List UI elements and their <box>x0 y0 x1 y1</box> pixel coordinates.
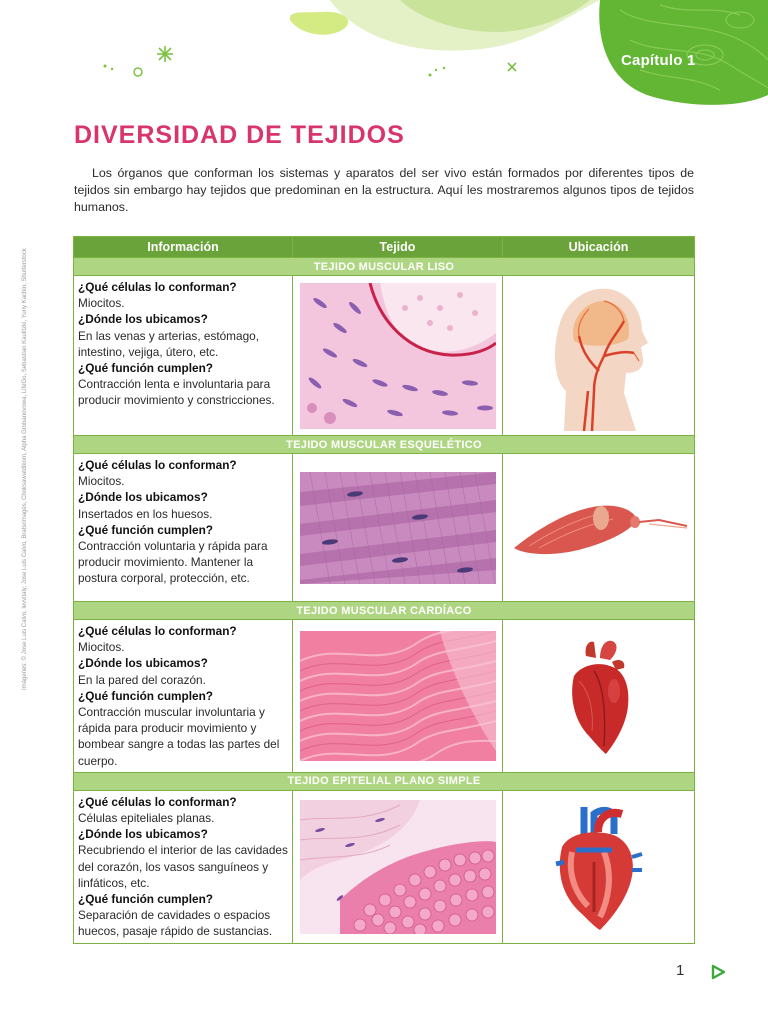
table-header-row <box>74 237 695 258</box>
section-header-row <box>74 258 695 276</box>
answer: Contracción lenta e involuntaria para producir movimiento y constricciones. <box>78 377 275 408</box>
answer: En la pared del corazón. <box>78 672 206 687</box>
answer: Células epiteliales planas. <box>78 811 215 826</box>
smooth-muscle-histology-icon <box>300 283 496 429</box>
chapter-label: Capítulo 1 <box>621 52 696 69</box>
location-image-cell <box>503 620 695 773</box>
heart-icon <box>564 636 634 756</box>
location-image-cell <box>503 454 695 602</box>
header-decoration <box>0 0 768 110</box>
tissue-image-cell <box>293 454 503 602</box>
section-title: TEJIDO MUSCULAR LISO <box>74 258 695 276</box>
answer: En las venas y arterias, estómago, intestino, vejiga, útero, etc. <box>78 328 259 359</box>
muscle-bundle-icon <box>509 498 689 558</box>
tissue-image-cell <box>293 276 503 436</box>
question: ¿Qué células lo conforman? <box>78 280 237 294</box>
answer: Recubriendo el interior de las cavidades del corazón, los vasos sanguíneos y linfáticos, etc. <box>78 843 288 890</box>
answer: Insertados en los huesos. <box>78 506 213 521</box>
answer: Separación de cavidades o espacios huecos, pasaje rápido de sustancias. <box>78 908 273 939</box>
answer: Miocitos. <box>78 474 125 489</box>
info-cell <box>74 454 293 602</box>
cardiac-muscle-histology-icon <box>300 631 496 761</box>
answer: Contracción voluntaria y rápida para producir movimiento. Mantener la postura corporal, protección, etc. <box>78 539 268 586</box>
page-title: DIVERSIDAD DE TEJIDOS <box>74 121 405 149</box>
answer: Miocitos. <box>78 296 125 311</box>
section-title: TEJIDO MUSCULAR CARDÍACO <box>74 602 695 620</box>
info-cell <box>74 276 293 436</box>
section-header-row <box>74 436 695 454</box>
question: ¿Qué células lo conforman? <box>78 624 237 638</box>
answer: Miocitos. <box>78 640 125 655</box>
location-image-cell <box>503 276 695 436</box>
section-title: TEJIDO EPITELIAL PLANO SIMPLE <box>74 772 695 790</box>
table-row <box>74 276 695 436</box>
table-row <box>74 620 695 773</box>
table-row <box>74 454 695 602</box>
page-number: 1 <box>676 962 685 979</box>
section-title: TEJIDO MUSCULAR ESQUELÉTICO <box>74 436 695 454</box>
column-header-location: Ubicación <box>503 237 695 258</box>
skeletal-muscle-histology-icon <box>300 472 496 584</box>
intro-paragraph: Los órganos que conforman los sistemas y aparatos del ser vivo están formados por diferentes tipos de tejidos sin embargo hay tejidos que predominan en la estructura. Aquí les mostraremos algunos tipos de tejidos humanos. <box>74 166 694 214</box>
question: ¿Qué función cumplen? <box>78 522 214 537</box>
location-image-cell <box>503 790 695 943</box>
question: ¿Qué función cumplen? <box>78 361 214 376</box>
tissue-table <box>73 236 695 944</box>
section-header-row <box>74 602 695 620</box>
question: ¿Dónde los ubicamos? <box>78 490 208 505</box>
heart-cross-section-icon <box>554 802 644 932</box>
info-cell <box>74 790 293 943</box>
epithelial-histology-icon <box>300 800 496 934</box>
question: ¿Qué función cumplen? <box>78 688 214 703</box>
tissue-image-cell <box>293 620 503 773</box>
answer: Contracción muscular involuntaria y rápida para producir movimiento y bombear sangre a todas las partes del cuerpo. <box>78 705 280 768</box>
table-row <box>74 790 695 943</box>
section-header-row <box>74 772 695 790</box>
question: ¿Qué células lo conforman? <box>78 794 237 809</box>
head-neck-arteries-icon <box>544 281 654 431</box>
tissue-image-cell <box>293 790 503 943</box>
column-header-tissue: Tejido <box>293 237 503 258</box>
question: ¿Dónde los ubicamos? <box>78 827 208 842</box>
image-credits: Imágenes: © Jose Luis Calvo, levvitaly, Jose Luis Calvo, Bratsrimages, Choksawatdikorn, Alpha Grobanovowa, LifeGo, Sebastian Kaulitzki, Yuriy Kachin, Shutterstock <box>22 248 28 690</box>
next-page-icon[interactable] <box>710 964 726 980</box>
question: ¿Qué función cumplen? <box>78 892 214 907</box>
question: ¿Dónde los ubicamos? <box>78 312 208 327</box>
column-header-info: Información <box>74 237 293 258</box>
question: ¿Dónde los ubicamos? <box>78 656 208 671</box>
info-cell <box>74 620 293 773</box>
question: ¿Qué células lo conforman? <box>78 458 237 472</box>
